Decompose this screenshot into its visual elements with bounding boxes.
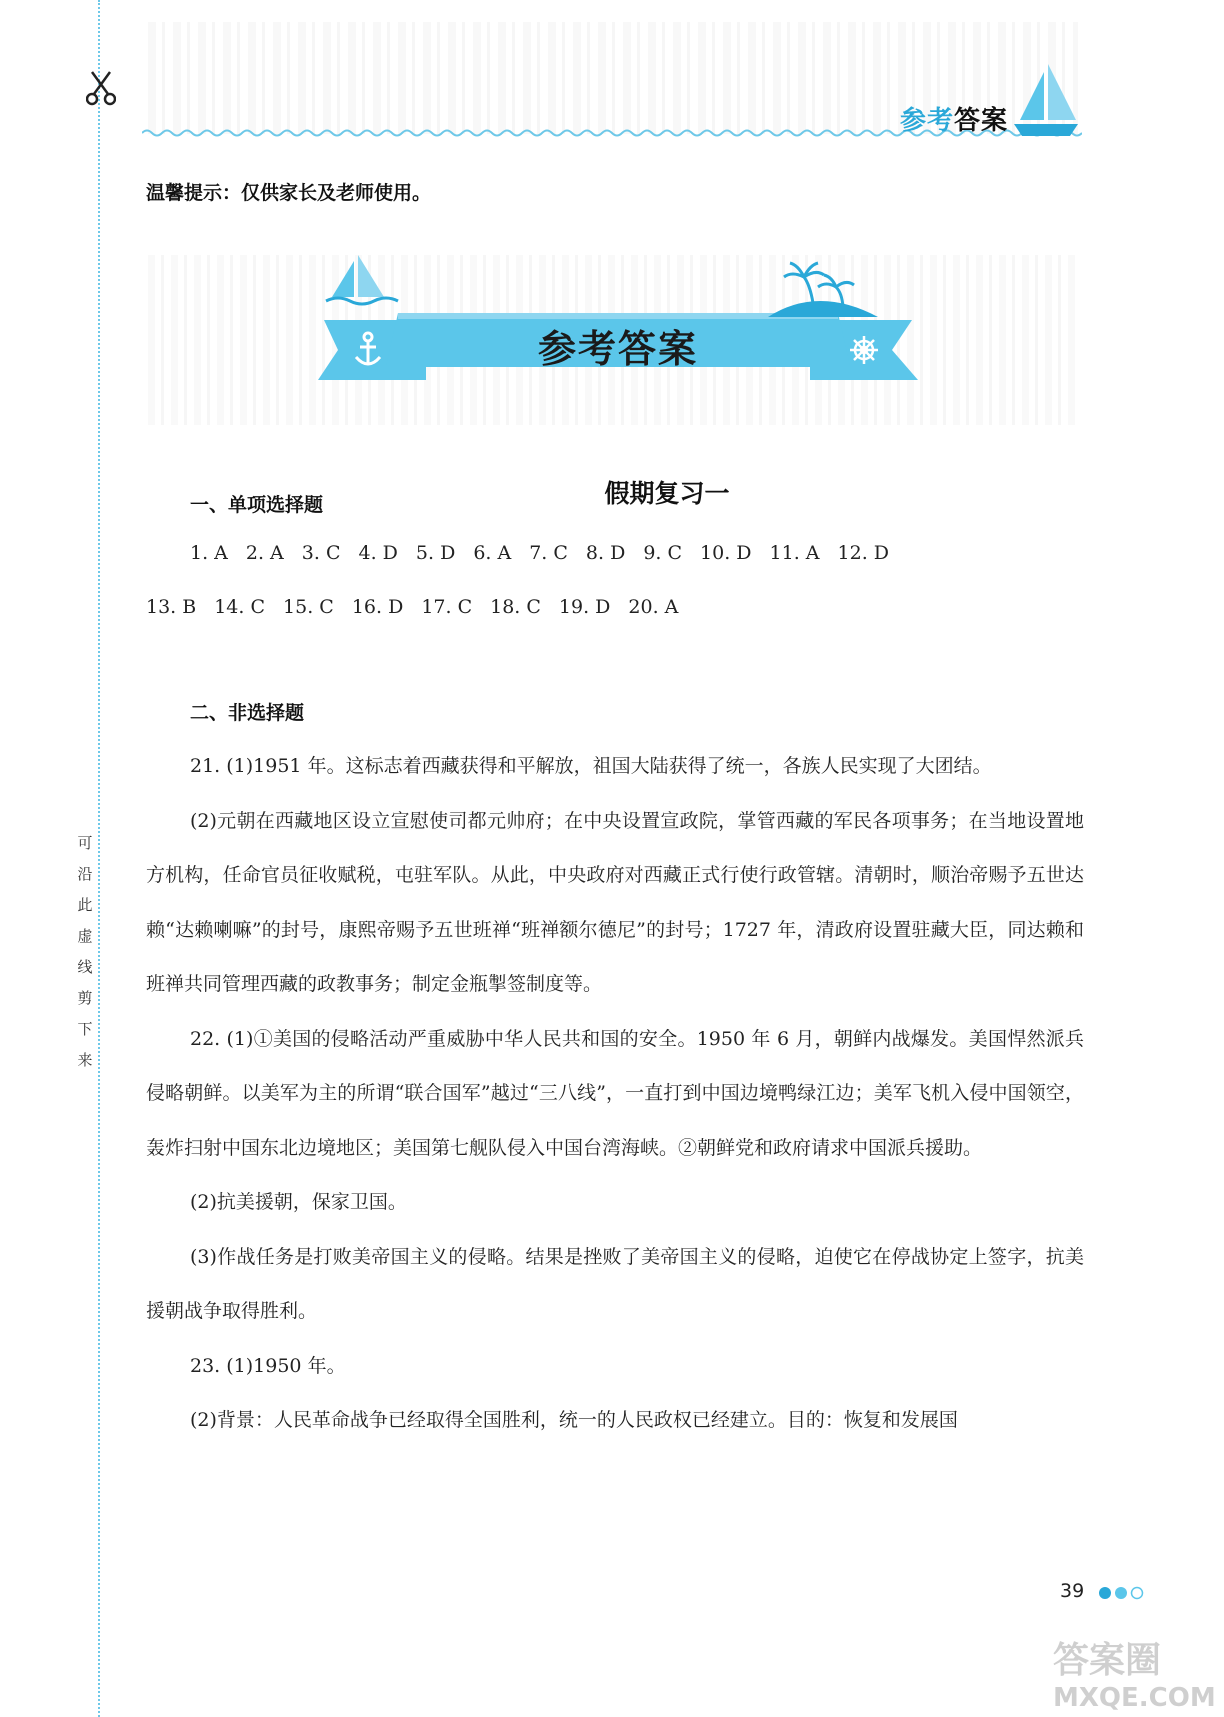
cut-line-instruction: 可 沿 此 虚 线 剪 下 来 xyxy=(77,834,93,1069)
tip-text: 温馨提示：仅供家长及老师使用。 xyxy=(146,182,432,204)
answer-paragraph: 21. (1)1951 年。这标志着西藏获得和平解放，祖国大陆获得了统一，各族人民实现了大团结。 xyxy=(190,755,992,777)
scissors-icon xyxy=(86,70,116,106)
cut-line xyxy=(98,0,100,1717)
sailboat-icon xyxy=(1012,62,1080,138)
part1-heading: 一、单项选择题 xyxy=(190,494,324,516)
answer-paragraph: (2)抗美援朝，保家卫国。 xyxy=(190,1191,407,1213)
ship-wheel-icon xyxy=(850,336,878,364)
section-title: 假期复习一 xyxy=(604,479,730,508)
answer-row-2: 13. B 14. C 15. C 16. D 17. C 18. C 19. D 20. A xyxy=(146,596,679,618)
banner-title: 参考答案 xyxy=(537,327,698,371)
svg-text:答案圈: 答案圈 xyxy=(1053,1640,1162,1681)
site-watermark xyxy=(1045,1632,1220,1714)
answer-paragraph: (2)元朝在西藏地区设立宣慰使司都元帅府；在中央设置宣政院，掌管西藏的军民各项事务；在当地设置地方机构，任命官员征收赋税，屯驻军队。从此，中央政府对西藏正式行使行政管辖。清朝时，顺治帝赐予五世达赖“达赖喇嘛”的封号，康熙帝赐予五世班禅“班禅额尔德尼”的封号；1727 年，清政府设置驻藏大臣，同达赖和班禅共同管理西藏的政教事务；制定金瓶掣签制度等。 xyxy=(146,809,1084,995)
answer-paragraph: 23. (1)1950 年。 xyxy=(190,1354,346,1377)
svg-text:MXQE.COM: MXQE.COM xyxy=(1053,1683,1216,1713)
answer-paragraph: 22. (1)①美国的侵略活动严重威胁中华人民共和国的安全。1950 年 6 月，朝鲜内战爆发。美国悍然派兵侵略朝鲜。以美军为主的所谓“联合国军”越过“三八线”，一直打到中国边境鸭绿江边；美军飞机入侵中国领空，轰炸扫射中国东北边境地区；美国第七舰队侵入中国台湾海峡。②朝鲜党和政府请求中国派兵援助。 xyxy=(146,1027,1084,1159)
page-dots-decoration xyxy=(1098,1586,1148,1600)
answer-body xyxy=(146,739,1084,1448)
header-title: 参考答案 xyxy=(900,106,1009,136)
part2-heading: 二、非选择题 xyxy=(190,702,305,724)
page-number: 39 xyxy=(1060,1580,1085,1602)
answer-row-1: 1. A 2. A 3. C 4. D 5. D 6. A 7. C 8. D 9. C 10. D 11. A 12. D xyxy=(190,542,890,564)
answer-paragraph: (3)作战任务是打败美帝国主义的侵略。结果是挫败了美帝国主义的侵略，迫使它在停战协定上签字，抗美援朝战争取得胜利。 xyxy=(146,1245,1084,1322)
answer-paragraph: (2)背景：人民革命战争已经取得全国胜利，统一的人民政权已经建立。目的：恢复和发展国 xyxy=(190,1409,958,1431)
